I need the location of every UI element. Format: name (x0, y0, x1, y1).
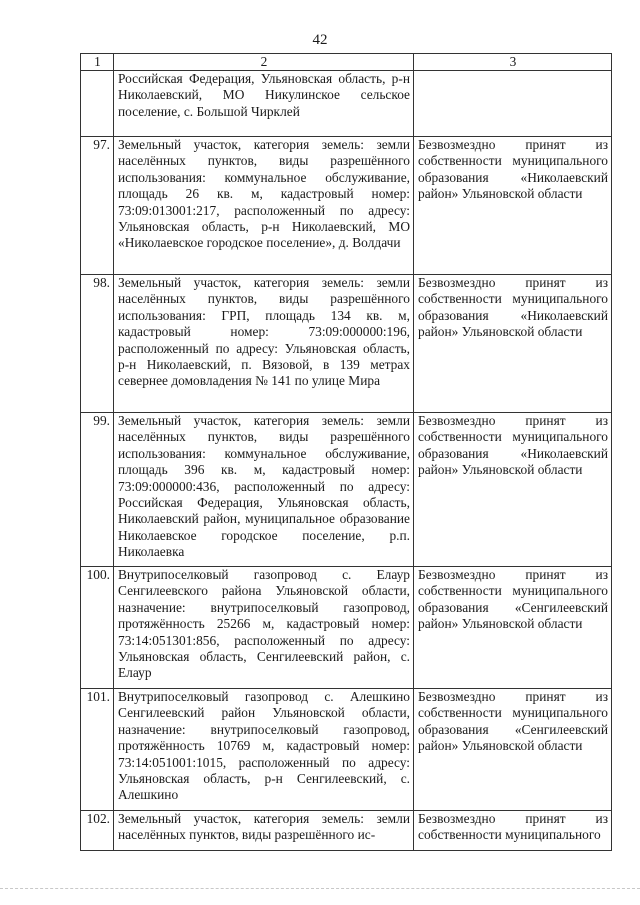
transfer-basis: Безвозмездно принят из собственности муниципального образования «Сенгилеевский район» Ульяновской области (414, 567, 612, 689)
property-table (80, 53, 612, 851)
transfer-basis: Безвозмездно принят из собственности муниципального образования «Николаевский район» Ульяновской области (414, 137, 612, 275)
property-description: Земельный участок, категория земель: земли населённых пунктов, виды разрешённого ис- (114, 811, 414, 851)
row-number: 97. (81, 137, 114, 275)
transfer-basis: Безвозмездно принят из собственности муниципального образования «Сенгилеевский район» Ульяновской области (414, 689, 612, 811)
property-description: Внутрипоселковый газопровод с. Алешкино Сенгилеевский район Ульяновской области, назначение: внутрипоселковый газопровод, протяжённость 10769 м, кадастровый номер: 73:14:051001:1015, расположенный по адресу: Ульяновская область, р-н Сенгилеевский, с. Алешкино (114, 689, 414, 811)
property-description: Внутрипоселковый газопровод с. Елаур Сенгилеевского района Ульяновской области, назначение: внутрипоселковый газопровод, протяжённость 25266 м, кадастровый номер: 73:14:051301:856, расположенный по адресу: Ульяновская область, Сенгилеевский район, с. Елаур (114, 567, 414, 689)
table-row (81, 567, 612, 689)
property-description: Земельный участок, категория земель: земли населённых пунктов, виды разрешённого использования: коммунальное обслуживание, площадь 396 кв. м, кадастровый номер: 73:09:000000:436, расположенный по адресу: Российская Федерация, Ульяновская область, Николаевский район, муниципальное образование Николаевское городское поселение, р.п. Николаевка (114, 413, 414, 567)
transfer-basis: Безвозмездно принят из собственности муниципального образования «Николаевский район» Ульяновской области (414, 413, 612, 567)
row-number: 100. (81, 567, 114, 689)
row-number: 101. (81, 689, 114, 811)
transfer-basis: Безвозмездно принят из собственности муниципального образования «Николаевский район» Ульяновской области (414, 275, 612, 413)
table-row (81, 811, 612, 851)
property-description: Земельный участок, категория земель: земли населённых пунктов, виды разрешённого использования: ГРП, площадь 134 кв. м, кадастровый номер: 73:09:000000:196, расположенный по адресу: Ульяновская область, р-н Николаевский, п. Вязовой, в 139 метрах севернее домовладения № 141 по улице Мира (114, 275, 414, 413)
row-number: 102. (81, 811, 114, 851)
page-bottom-edge (0, 888, 640, 890)
page-number: 42 (312, 32, 328, 48)
table-header-row (81, 54, 612, 71)
column-header-1: 1 (81, 54, 114, 71)
table-row (81, 71, 612, 137)
property-description: Земельный участок, категория земель: земли населённых пунктов, виды разрешённого использования: коммунальное обслуживание, площадь 26 кв. м, кадастровый номер: 73:09:013001:217, расположенный по адресу: Ульяновская область, р-н Николаевский, МО «Николаевское городское поселение», д. Волдачи (114, 137, 414, 275)
table-row (81, 413, 612, 567)
table-row (81, 137, 612, 275)
table-row (81, 275, 612, 413)
property-description: Российская Федерация, Ульяновская область, р-н Николаевский, МО Никулинское сельское поселение, с. Большой Чирклей (114, 71, 414, 137)
transfer-basis: Безвозмездно принят из собственности муниципального (414, 811, 612, 851)
row-number: 99. (81, 413, 114, 567)
transfer-basis (414, 71, 612, 137)
table-row (81, 689, 612, 811)
column-header-2: 2 (114, 54, 414, 71)
column-header-3: 3 (414, 54, 612, 71)
row-number (81, 71, 114, 137)
row-number: 98. (81, 275, 114, 413)
